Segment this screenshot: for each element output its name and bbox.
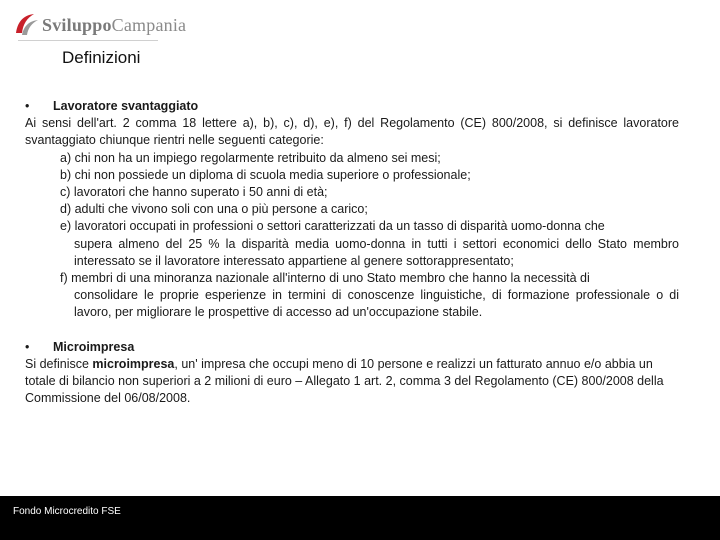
sviluppo-campania-logo-icon xyxy=(12,11,40,39)
list-item: a) chi non ha un impiego regolarmente retribuito da almeno sei mesi; xyxy=(60,150,441,165)
section-heading-microimpresa xyxy=(25,339,679,356)
list-item: c) lavoratori che hanno superato i 50 anni di età; xyxy=(60,185,328,200)
list-item: d) adulti che vivono soli con una o più persone a carico; xyxy=(60,202,368,217)
section-heading-lavoratore xyxy=(25,98,679,115)
heading-label: Lavoratore svantaggiato xyxy=(53,99,199,113)
footer-bar xyxy=(0,496,720,540)
heading-label: Microimpresa xyxy=(53,339,135,354)
list-item: b) chi non possiede un diploma di scuola media superiore o professionale; xyxy=(60,167,471,182)
list-item: e) lavoratori occupati in professioni o settori caratterizzati da un tasso di disparità uomo-donna che supera almeno del 25 % la disparità media uomo-donna in tutti i settori economici dello Stato membro interessato se il lavoratore interessato appartiene al genere sottorappresentato; xyxy=(60,219,679,268)
bullet: • xyxy=(25,339,30,354)
list-item: f) membri di una minoranza nazionale all'interno di uno Stato membro che hanno la necessità di consolidare le proprie esperienze in termini di conoscenze linguistiche, di formazione professionale o di lavoro, per migliorare le prospettive di accesso ad un'occupazione stabile. xyxy=(60,271,679,320)
header-divider xyxy=(18,40,158,41)
brand-name: SviluppoCampania xyxy=(42,14,187,35)
bullet: • xyxy=(25,99,30,113)
page-title: Definizioni xyxy=(62,48,141,67)
main-content xyxy=(25,98,679,407)
section1-intro: Ai sensi dell'art. 2 comma 18 lettere a), b), c), d), e), f) del Regolamento (CE) 800/2008, si definisce lavoratore svantaggiato chiunque rientri nelle seguenti categorie: xyxy=(25,116,679,148)
section2-text: Si definisce microimpresa, un' impresa che occupi meno di 10 persone e realizzi un fatturato annuo e/o abbia un totale di bilancio non superiori a 2 milioni di euro – Allegato 1 art. 2, comma 3 del Regolamento (CE) 800/2008 della Commissione del 06/08/2008. xyxy=(25,356,664,406)
brand-logo xyxy=(12,10,186,40)
category-list xyxy=(25,150,679,322)
footer-text: Fondo Microcredito FSE xyxy=(13,506,121,517)
